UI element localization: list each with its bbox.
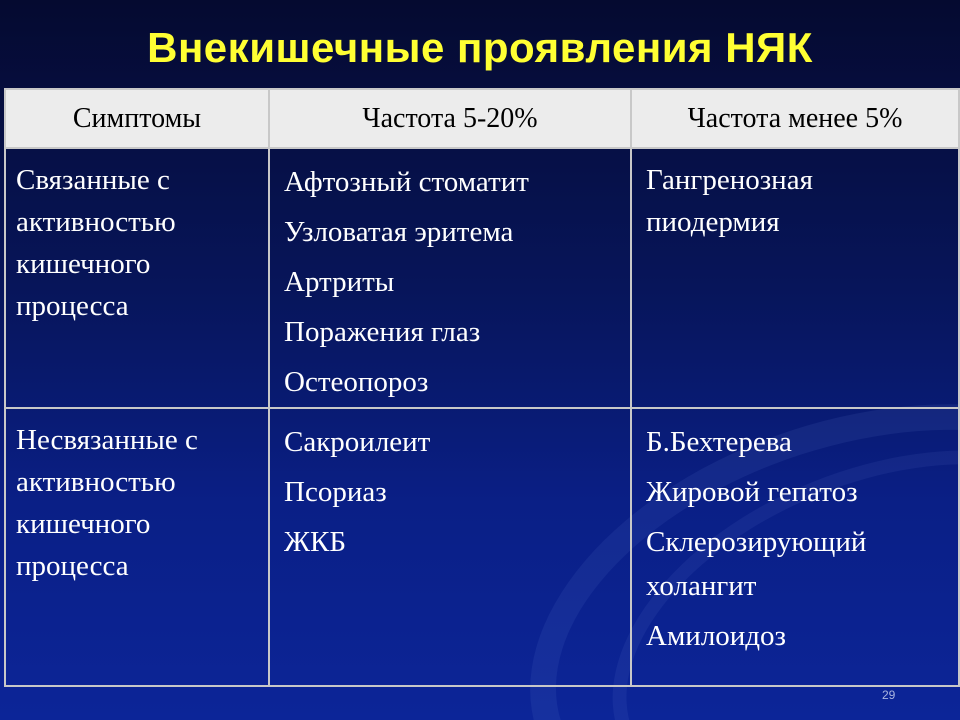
manifestation-list <box>632 409 958 661</box>
manifestations-table <box>4 88 960 687</box>
table-row <box>5 408 959 686</box>
list-item: Гангренозная пиодермия <box>646 164 813 238</box>
list-item: Узловатая эритема <box>284 216 514 248</box>
list-item: Амилоидоз <box>646 620 787 652</box>
header-frequency-5-20: Частота 5-20% <box>269 89 631 148</box>
list-item: Сакроилеит <box>284 426 431 458</box>
list-item: Псориаз <box>284 476 387 508</box>
slide-title: Внекишечные проявления НЯК <box>147 24 813 71</box>
frequency-less-5-cell <box>631 148 959 408</box>
header-symptoms: Симптомы <box>5 89 269 148</box>
list-item: Остеопороз <box>284 366 429 398</box>
list-item: Б.Бехтерева <box>646 426 792 458</box>
manifestation-list <box>270 409 630 567</box>
frequency-5-20-cell <box>269 408 631 686</box>
table-header-row <box>5 89 959 148</box>
list-item: Артриты <box>284 266 395 298</box>
list-item: Афтозный стоматит <box>284 166 529 198</box>
row-category-label: Связанные с активностью кишечного процесса <box>16 164 176 322</box>
frequency-less-5-cell <box>631 408 959 686</box>
list-item: Склерозирующий холангит <box>646 526 867 602</box>
manifestation-list <box>270 149 630 407</box>
row-category-cell <box>5 408 269 686</box>
table-row <box>5 148 959 408</box>
row-category-cell <box>5 148 269 408</box>
list-item: ЖКБ <box>284 526 346 558</box>
frequency-5-20-cell <box>269 148 631 408</box>
list-item: Поражения глаз <box>284 316 481 348</box>
page-number: 29 <box>882 688 896 702</box>
list-item: Жировой гепатоз <box>646 476 858 508</box>
row-category-label: Несвязанные с активностью кишечного процесса <box>16 424 198 582</box>
header-frequency-less-5: Частота менее 5% <box>631 89 959 148</box>
